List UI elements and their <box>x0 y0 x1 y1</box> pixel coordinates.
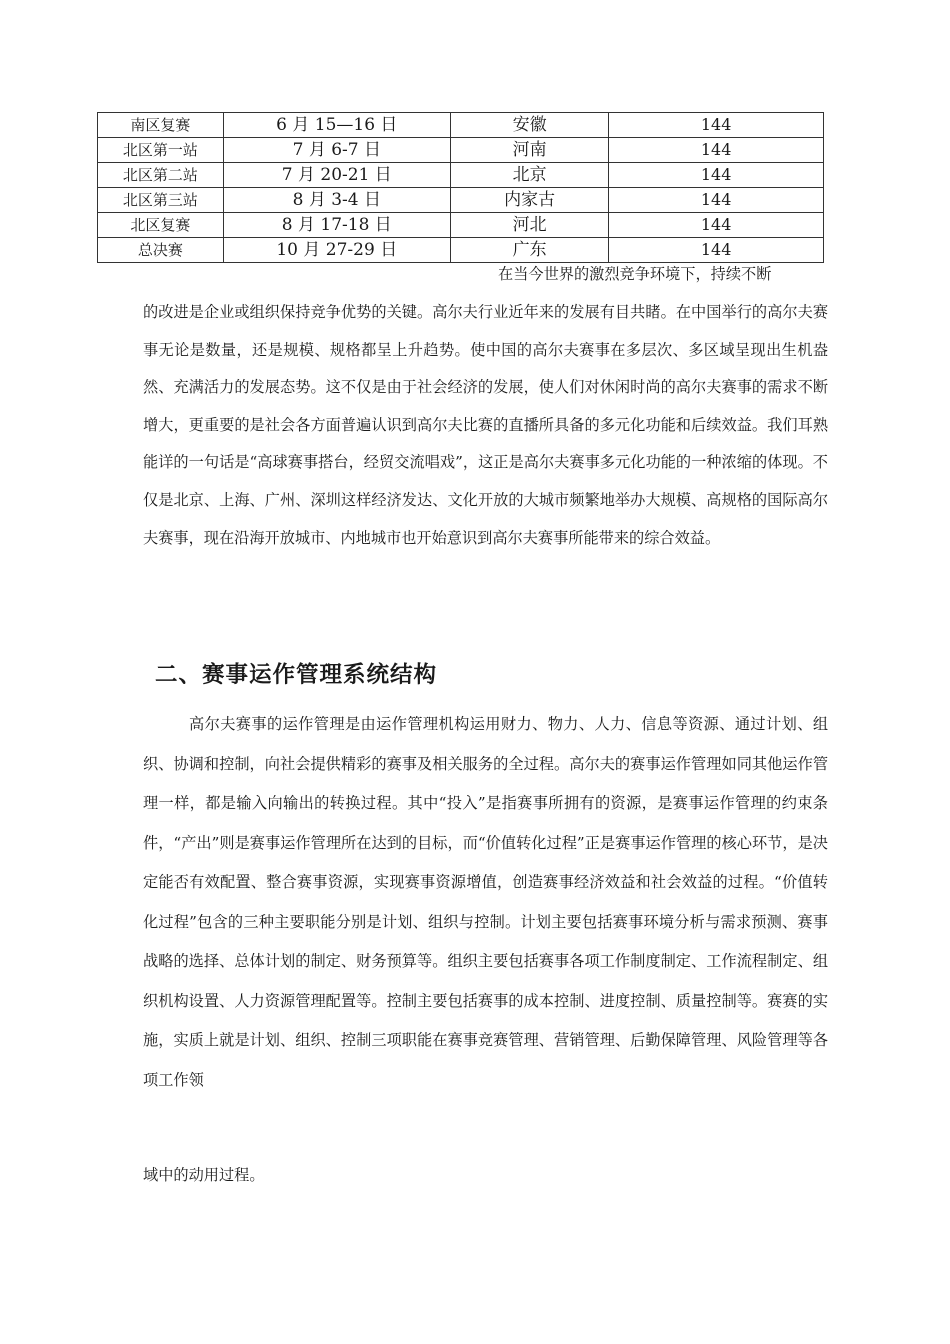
count-cell: 144 <box>609 188 824 213</box>
count-cell: 144 <box>609 163 824 188</box>
table-row <box>98 213 824 238</box>
table-row <box>98 113 824 138</box>
date-cell: 8 月 17-18 日 <box>223 213 450 238</box>
table-row <box>98 163 824 188</box>
count-cell: 144 <box>609 113 824 138</box>
location-cell: 内家古 <box>450 188 608 213</box>
tournament-schedule-table <box>97 112 824 263</box>
table-row <box>98 188 824 213</box>
stage-cell: 总决赛 <box>98 238 224 263</box>
location-cell: 安徽 <box>450 113 608 138</box>
table-row <box>98 138 824 163</box>
location-cell: 河南 <box>450 138 608 163</box>
stage-cell: 北区第二站 <box>98 163 224 188</box>
section-heading: 二、赛事运作管理系统结构 <box>155 662 438 688</box>
stage-cell: 北区复赛 <box>98 213 224 238</box>
section-body-paragraph: 高尔夫赛事的运作管理是由运作管理机构运用财力、物力、人力、信息等资源、通过计划、组织、协调和控制，向社会提供精彩的赛事及相关服务的全过程。高尔夫的赛事运作管理如同其他运作管理一样，都是输入向输出的转换过程。其中“投入”是指赛事所拥有的资源，是赛事运作管理的约束条件，“产出”则是赛事运作管理所在达到的目标，而“价值转化过程”正是赛事运作管理的核心环节，是决定能否有效配置、整合赛事资源，实现赛事资源增值，创造赛事经济效益和社会效益的过程。“价值转化过程”包含的三种主要职能分别是计划、组织与控制。计划主要包括赛事环境分析与需求预测、赛事战略的选择、总体计划的制定、财务预算等。组织主要包括赛事各项工作制度制定、工作流程制定、组织机构设置、人力资源管理配置等。控制主要包括赛事的成本控制、进度控制、质量控制等。赛赛的实施，实质上就是计划、组织、控制三项职能在赛事竞赛管理、营销管理、后勤保障管理、风险管理等各项工作领 <box>143 715 828 1089</box>
location-cell: 北京 <box>450 163 608 188</box>
stage-cell: 北区第三站 <box>98 188 224 213</box>
count-cell: 144 <box>609 238 824 263</box>
count-cell: 144 <box>609 138 824 163</box>
date-cell: 10 月 27-29 日 <box>223 238 450 263</box>
intro-lead-text: 在当今世界的激烈竞争环境下，持续不断 <box>498 265 772 283</box>
date-cell: 7 月 20-21 日 <box>223 163 450 188</box>
stage-cell: 南区复赛 <box>98 113 224 138</box>
stage-cell: 北区第一站 <box>98 138 224 163</box>
date-cell: 6 月 15—16 日 <box>223 113 450 138</box>
intro-paragraph <box>143 258 828 557</box>
location-cell: 河北 <box>450 213 608 238</box>
date-cell: 8 月 3-4 日 <box>223 188 450 213</box>
date-cell: 7 月 6-7 日 <box>223 138 450 163</box>
location-cell: 广东 <box>450 238 608 263</box>
count-cell: 144 <box>609 213 824 238</box>
intro-body-text: 的改进是企业或组织保持竞争优势的关键。高尔夫行业近年来的发展有目共睹。在中国举行的高尔夫赛事无论是数量，还是规模、规格都呈上升趋势。使中国的高尔夫赛事在多层次、多区域呈现出生机盎然、充满活力的发展态势。这不仅是由于社会经济的发展，使人们对休闲时尚的高尔夫赛事的需求不断增大，更重要的是社会各方面普遍认识到高尔夫比赛的直播所具备的多元化功能和后续效益。我们耳熟能详的一句话是“高球赛事搭台，经贸交流唱戏”，这正是高尔夫赛事多元化功能的一种浓缩的体现。不仅是北京、上海、广州、深圳这样经济发达、文化开放的大城市频繁地举办大规模、高规格的国际高尔夫赛事，现在沿海开放城市、内地城市也开始意识到高尔夫赛事所能带来的综合效益。 <box>143 303 828 547</box>
section-tail-text: 域中的动用过程。 <box>143 1166 265 1184</box>
